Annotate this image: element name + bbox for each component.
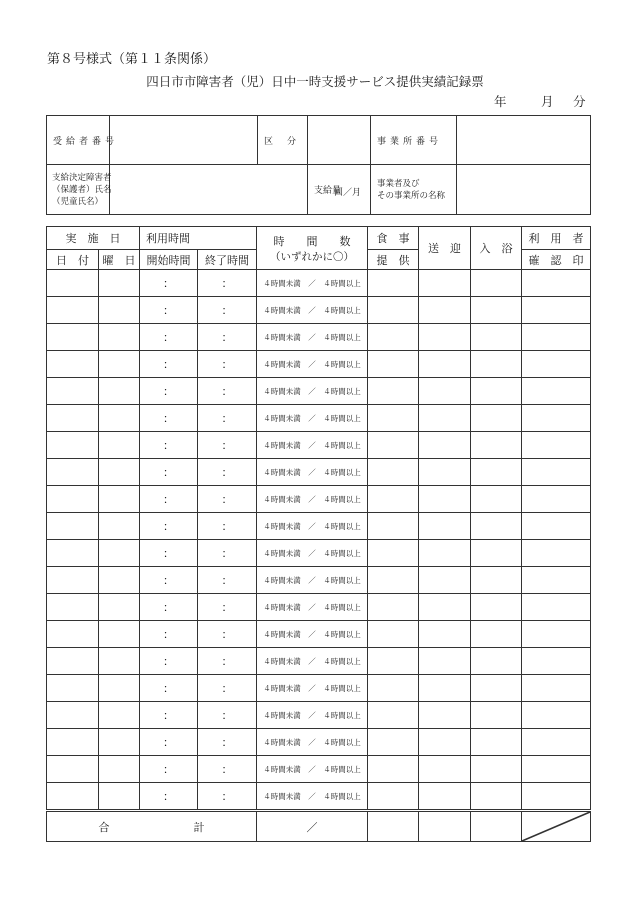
weekday-cell[interactable]: [99, 486, 140, 513]
meal-cell[interactable]: [368, 648, 419, 675]
start-time-cell[interactable]: ：: [140, 459, 198, 486]
meal-cell[interactable]: [368, 702, 419, 729]
date-header: 日 付: [47, 250, 99, 270]
hours-choice-cell[interactable]: ４時間未満 ／ ４時間以上: [257, 648, 368, 675]
hours-choice-cell[interactable]: ４時間未満 ／ ４時間以上: [257, 351, 368, 378]
user-confirm-cell[interactable]: [522, 486, 591, 513]
start-time-cell[interactable]: ：: [140, 648, 198, 675]
bath-cell[interactable]: [471, 513, 522, 540]
hours-choice-cell[interactable]: ４時間未満 ／ ４時間以上: [257, 324, 368, 351]
form-title: 四日市市障害者（児）日中一時支援サービス提供実績記録票: [146, 74, 484, 89]
office-number-field[interactable]: [457, 116, 591, 165]
total-meal-cell[interactable]: [368, 811, 419, 842]
weekday-cell[interactable]: [99, 324, 140, 351]
weekday-cell[interactable]: [99, 702, 140, 729]
date-cell[interactable]: [47, 648, 99, 675]
bath-cell[interactable]: [471, 702, 522, 729]
weekday-cell[interactable]: [99, 270, 140, 297]
date-cell[interactable]: [47, 297, 99, 324]
user-confirm-cell[interactable]: [522, 324, 591, 351]
weekday-cell[interactable]: [99, 756, 140, 783]
weekday-header: 曜 日: [99, 250, 140, 270]
date-cell[interactable]: [47, 594, 99, 621]
transport-header: 送 迎: [419, 227, 471, 270]
transport-cell[interactable]: [419, 702, 471, 729]
transport-cell[interactable]: [419, 540, 471, 567]
record-row: [47, 324, 591, 351]
date-cell[interactable]: [47, 702, 99, 729]
record-row: [47, 702, 591, 729]
bath-cell[interactable]: [471, 648, 522, 675]
meal-cell[interactable]: [368, 378, 419, 405]
bath-cell[interactable]: [471, 783, 522, 811]
date-cell[interactable]: [47, 783, 99, 811]
meal-cell[interactable]: [368, 567, 419, 594]
transport-cell[interactable]: [419, 756, 471, 783]
transport-cell[interactable]: [419, 648, 471, 675]
record-row: [47, 459, 591, 486]
record-row: [47, 675, 591, 702]
header-info-table: [46, 115, 591, 215]
user-confirm-cell[interactable]: [522, 513, 591, 540]
meal-cell[interactable]: [368, 432, 419, 459]
transport-cell[interactable]: [419, 270, 471, 297]
hours-choice-cell[interactable]: ４時間未満 ／ ４時間以上: [257, 432, 368, 459]
end-time-cell[interactable]: ：: [198, 540, 257, 567]
per-month-label: 回／月: [334, 188, 362, 198]
record-row: [47, 378, 591, 405]
transport-cell[interactable]: [419, 594, 471, 621]
transport-cell[interactable]: [419, 621, 471, 648]
meal-cell[interactable]: [368, 405, 419, 432]
weekday-cell[interactable]: [99, 432, 140, 459]
transport-cell[interactable]: [419, 405, 471, 432]
date-cell[interactable]: [47, 378, 99, 405]
end-time-header: 終了時間: [198, 250, 257, 270]
bath-cell[interactable]: [471, 486, 522, 513]
supply-amount-cell: 支給量: [308, 165, 371, 215]
provider-name-label: 事業者及び その事業所の名称: [371, 165, 457, 215]
weekday-cell[interactable]: [99, 594, 140, 621]
end-time-cell[interactable]: ：: [198, 270, 257, 297]
meal-cell[interactable]: [368, 783, 419, 811]
start-time-cell[interactable]: ：: [140, 297, 198, 324]
usage-time-header: 利用時間: [140, 227, 257, 250]
weekday-cell[interactable]: [99, 513, 140, 540]
hours-choice-cell[interactable]: ４時間未満 ／ ４時間以上: [257, 405, 368, 432]
date-cell[interactable]: [47, 513, 99, 540]
date-cell[interactable]: [47, 405, 99, 432]
start-time-cell[interactable]: ：: [140, 378, 198, 405]
record-row: [47, 567, 591, 594]
record-row: [47, 486, 591, 513]
date-cell[interactable]: [47, 486, 99, 513]
transport-cell[interactable]: [419, 351, 471, 378]
record-table: [46, 226, 591, 842]
hours-choice-cell[interactable]: ４時間未満 ／ ４時間以上: [257, 783, 368, 811]
end-time-cell[interactable]: ：: [198, 648, 257, 675]
meal-cell[interactable]: [368, 756, 419, 783]
start-time-cell[interactable]: ：: [140, 432, 198, 459]
transport-cell[interactable]: [419, 432, 471, 459]
hours-choice-cell[interactable]: ４時間未満 ／ ４時間以上: [257, 297, 368, 324]
start-time-cell[interactable]: ：: [140, 540, 198, 567]
meal-cell[interactable]: [368, 270, 419, 297]
user-confirm-cell[interactable]: [522, 540, 591, 567]
total-transport-cell[interactable]: [419, 811, 471, 842]
end-time-cell[interactable]: ：: [198, 432, 257, 459]
date-cell[interactable]: [47, 351, 99, 378]
bath-cell[interactable]: [471, 675, 522, 702]
bath-cell[interactable]: [471, 297, 522, 324]
user-confirm-cell[interactable]: [522, 567, 591, 594]
start-time-cell[interactable]: ：: [140, 594, 198, 621]
record-row: [47, 351, 591, 378]
hours-choice-cell[interactable]: ４時間未満 ／ ４時間以上: [257, 378, 368, 405]
implementation-date-header: 実 施 日: [47, 227, 140, 250]
date-cell[interactable]: [47, 270, 99, 297]
bath-cell[interactable]: [471, 729, 522, 756]
transport-cell[interactable]: [419, 324, 471, 351]
meal-header-bottom: 提 供: [368, 250, 419, 270]
start-time-cell[interactable]: ：: [140, 351, 198, 378]
hours-header: 時 間 数 （いずれかに〇）: [257, 227, 368, 270]
transport-cell[interactable]: [419, 297, 471, 324]
user-confirm-cell[interactable]: [522, 675, 591, 702]
transport-cell[interactable]: [419, 513, 471, 540]
weekday-cell[interactable]: [99, 297, 140, 324]
record-row: [47, 432, 591, 459]
record-row: [47, 270, 591, 297]
end-time-cell[interactable]: ：: [198, 297, 257, 324]
year-label: 年: [494, 94, 507, 109]
end-time-cell[interactable]: ：: [198, 459, 257, 486]
date-cell[interactable]: [47, 675, 99, 702]
bath-cell[interactable]: [471, 756, 522, 783]
user-confirm-cell[interactable]: [522, 729, 591, 756]
office-number-label: 事業所番号: [371, 116, 457, 165]
transport-cell[interactable]: [419, 378, 471, 405]
date-cell[interactable]: [47, 756, 99, 783]
start-time-cell[interactable]: ：: [140, 270, 198, 297]
start-time-cell[interactable]: ：: [140, 756, 198, 783]
user-confirm-cell[interactable]: [522, 459, 591, 486]
user-confirm-cell[interactable]: [522, 378, 591, 405]
date-cell[interactable]: [47, 324, 99, 351]
meal-cell[interactable]: [368, 729, 419, 756]
record-row: [47, 297, 591, 324]
record-row: [47, 756, 591, 783]
hours-choice-cell[interactable]: ４時間未満 ／ ４時間以上: [257, 729, 368, 756]
transport-cell[interactable]: [419, 567, 471, 594]
meal-cell[interactable]: [368, 351, 419, 378]
category-label: 区 分: [258, 116, 308, 165]
record-row: [47, 648, 591, 675]
start-time-cell[interactable]: ：: [140, 513, 198, 540]
date-cell[interactable]: [47, 540, 99, 567]
transport-cell[interactable]: [419, 459, 471, 486]
start-time-cell[interactable]: ：: [140, 486, 198, 513]
hours-choice-cell[interactable]: ４時間未満 ／ ４時間以上: [257, 486, 368, 513]
meal-cell[interactable]: [368, 513, 419, 540]
end-time-cell[interactable]: ：: [198, 324, 257, 351]
meal-cell[interactable]: [368, 540, 419, 567]
bath-cell[interactable]: [471, 540, 522, 567]
total-hours-cell[interactable]: ／: [257, 811, 368, 842]
weekday-cell[interactable]: [99, 540, 140, 567]
date-cell[interactable]: [47, 567, 99, 594]
bath-cell[interactable]: [471, 594, 522, 621]
meal-header-top: 食 事: [368, 227, 419, 250]
weekday-cell[interactable]: [99, 459, 140, 486]
start-time-cell[interactable]: ：: [140, 675, 198, 702]
recipient-number-field[interactable]: [110, 116, 258, 165]
month-label: 月: [541, 94, 554, 109]
hours-choice-cell[interactable]: ４時間未満 ／ ４時間以上: [257, 540, 368, 567]
recipient-name-field[interactable]: [110, 165, 308, 215]
provider-name-field[interactable]: [457, 165, 591, 215]
user-confirm-cell[interactable]: [522, 783, 591, 811]
bath-header: 入 浴: [471, 227, 522, 270]
meal-cell[interactable]: [368, 486, 419, 513]
user-confirm-cell[interactable]: [522, 297, 591, 324]
transport-cell[interactable]: [419, 783, 471, 811]
date-cell[interactable]: [47, 432, 99, 459]
bath-cell[interactable]: [471, 459, 522, 486]
meal-cell[interactable]: [368, 594, 419, 621]
weekday-cell[interactable]: [99, 675, 140, 702]
start-time-cell[interactable]: ：: [140, 621, 198, 648]
total-label: 合 計: [47, 811, 257, 842]
record-row: [47, 540, 591, 567]
recipient-number-label: 受給者番号: [47, 116, 110, 165]
hours-choice-cell[interactable]: ４時間未満 ／ ４時間以上: [257, 702, 368, 729]
hours-choice-cell[interactable]: ４時間未満 ／ ４時間以上: [257, 621, 368, 648]
total-confirm-crossed-cell: [522, 811, 591, 842]
user-confirm-cell[interactable]: [522, 432, 591, 459]
record-row: [47, 405, 591, 432]
date-cell[interactable]: [47, 459, 99, 486]
user-confirm-cell[interactable]: [522, 270, 591, 297]
user-confirm-header-bottom: 確 認 印: [522, 250, 591, 270]
diagonal-line: [522, 812, 590, 841]
weekday-cell[interactable]: [99, 351, 140, 378]
end-time-cell[interactable]: ：: [198, 405, 257, 432]
end-time-cell[interactable]: ：: [198, 486, 257, 513]
meal-cell[interactable]: [368, 324, 419, 351]
start-time-cell[interactable]: ：: [140, 405, 198, 432]
start-time-cell[interactable]: ：: [140, 567, 198, 594]
bath-cell[interactable]: [471, 324, 522, 351]
user-confirm-cell[interactable]: [522, 621, 591, 648]
date-cell[interactable]: [47, 621, 99, 648]
record-row: [47, 783, 591, 811]
weekday-cell[interactable]: [99, 729, 140, 756]
record-row: [47, 594, 591, 621]
hours-choice-cell[interactable]: ４時間未満 ／ ４時間以上: [257, 675, 368, 702]
hours-choice-cell[interactable]: ４時間未満 ／ ４時間以上: [257, 459, 368, 486]
end-time-cell[interactable]: ：: [198, 594, 257, 621]
weekday-cell[interactable]: [99, 378, 140, 405]
hours-choice-cell[interactable]: ４時間未満 ／ ４時間以上: [257, 270, 368, 297]
end-time-cell[interactable]: ：: [198, 729, 257, 756]
date-cell[interactable]: [47, 729, 99, 756]
record-row: [47, 513, 591, 540]
hours-choice-cell[interactable]: ４時間未満 ／ ４時間以上: [257, 567, 368, 594]
weekday-cell[interactable]: [99, 648, 140, 675]
category-field[interactable]: [308, 116, 371, 165]
end-time-cell[interactable]: ：: [198, 702, 257, 729]
transport-cell[interactable]: [419, 675, 471, 702]
bath-cell[interactable]: [471, 621, 522, 648]
user-confirm-cell[interactable]: [522, 702, 591, 729]
user-confirm-cell[interactable]: [522, 756, 591, 783]
end-time-cell[interactable]: ：: [198, 621, 257, 648]
hours-choice-cell[interactable]: ４時間未満 ／ ４時間以上: [257, 756, 368, 783]
meal-cell[interactable]: [368, 621, 419, 648]
transport-cell[interactable]: [419, 729, 471, 756]
form-number: 第８号様式（第１１条関係）: [47, 52, 217, 67]
recipient-name-label: 支給決定障害者 （保護者）氏名 （児童氏名）: [47, 165, 110, 215]
hours-choice-cell[interactable]: ４時間未満 ／ ４時間以上: [257, 513, 368, 540]
user-confirm-cell[interactable]: [522, 405, 591, 432]
start-time-cell[interactable]: ：: [140, 324, 198, 351]
start-time-header: 開始時間: [140, 250, 198, 270]
bath-cell[interactable]: [471, 351, 522, 378]
bun-label: 分: [573, 94, 586, 109]
end-time-cell[interactable]: ：: [198, 756, 257, 783]
end-time-cell[interactable]: ：: [198, 513, 257, 540]
end-time-cell[interactable]: ：: [198, 351, 257, 378]
weekday-cell[interactable]: [99, 567, 140, 594]
start-time-cell[interactable]: ：: [140, 783, 198, 811]
end-time-cell[interactable]: ：: [198, 675, 257, 702]
weekday-cell[interactable]: [99, 405, 140, 432]
bath-cell[interactable]: [471, 378, 522, 405]
start-time-cell[interactable]: ：: [140, 702, 198, 729]
meal-cell[interactable]: [368, 297, 419, 324]
transport-cell[interactable]: [419, 486, 471, 513]
bath-cell[interactable]: [471, 432, 522, 459]
hours-choice-cell[interactable]: ４時間未満 ／ ４時間以上: [257, 594, 368, 621]
user-confirm-cell[interactable]: [522, 351, 591, 378]
record-row: [47, 729, 591, 756]
weekday-cell[interactable]: [99, 783, 140, 811]
weekday-cell[interactable]: [99, 621, 140, 648]
record-row: [47, 621, 591, 648]
user-confirm-cell[interactable]: [522, 648, 591, 675]
bath-cell[interactable]: [471, 405, 522, 432]
user-confirm-header-top: 利 用 者: [522, 227, 591, 250]
end-time-cell[interactable]: ：: [198, 567, 257, 594]
bath-cell[interactable]: [471, 270, 522, 297]
end-time-cell[interactable]: ：: [198, 378, 257, 405]
meal-cell[interactable]: [368, 459, 419, 486]
bath-cell[interactable]: [471, 567, 522, 594]
end-time-cell[interactable]: ：: [198, 783, 257, 811]
start-time-cell[interactable]: ：: [140, 729, 198, 756]
total-bath-cell[interactable]: [471, 811, 522, 842]
user-confirm-cell[interactable]: [522, 594, 591, 621]
meal-cell[interactable]: [368, 675, 419, 702]
